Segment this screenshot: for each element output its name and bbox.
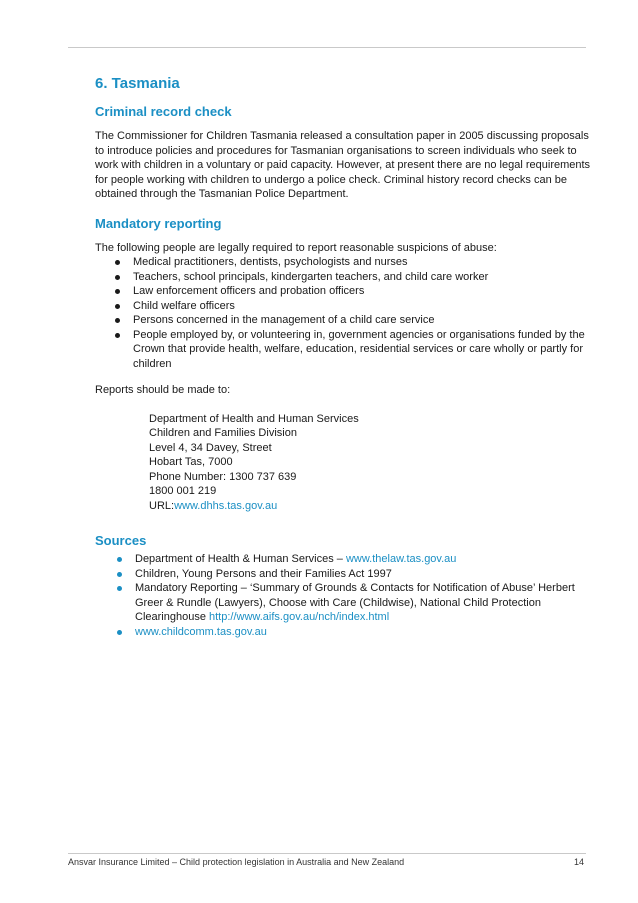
list-item: Law enforcement officers and probation officers <box>95 284 595 299</box>
list-item: Teachers, school principals, kindergarten teachers, and child care worker <box>95 270 595 285</box>
header-rule <box>68 47 586 48</box>
address-line: Department of Health and Human Services <box>149 412 359 425</box>
url-label: URL: <box>149 499 175 512</box>
criminal-record-paragraph: The Commissioner for Children Tasmania released a consultation paper in 2005 discussing proposals to introduce policies and procedures for Tasmanian organisations to screen individuals who seek to work with children in a voluntary or paid capacity. However, at present there are no legal requirements for people working with children to undergo a police check. Criminal history record checks can be obtained through the Tasmanian Police Department. <box>95 130 591 200</box>
dhhs-link[interactable]: www.dhhs.tas.gov.au <box>174 499 278 512</box>
mandatory-intro: The following people are legally required to report reasonable suspicions of abuse: <box>95 241 497 254</box>
footer-text: Ansvar Insurance Limited – Child protection legislation in Australia and New Zealand <box>68 857 405 867</box>
contact-address <box>149 412 595 514</box>
list-item <box>95 552 595 567</box>
list-item: People employed by, or volunteering in, government agencies or organisations funded by the Crown that provide health, welfare, education, residential services or care wholly or partly for children <box>95 328 595 372</box>
section-title: 6. Tasmania <box>95 75 180 92</box>
sources-list <box>95 552 595 639</box>
reports-to-label: Reports should be made to: <box>95 384 231 396</box>
mandatory-list <box>95 255 595 371</box>
sources-heading: Sources <box>95 533 147 548</box>
phone-number-alt: 1800 001 219 <box>149 485 217 497</box>
list-item: Persons concerned in the management of a child care service <box>95 313 595 328</box>
address-line: Level 4, 34 Davey, Street <box>149 441 272 454</box>
thelaw-link[interactable]: www.thelaw.tas.gov.au <box>345 553 457 565</box>
aifs-link[interactable]: http://www.aifs.gov.au/nch/index.html <box>209 611 390 623</box>
list-item: Medical practitioners, dentists, psychologists and nurses <box>95 255 595 270</box>
url-line <box>149 499 595 514</box>
source-text: Department of Health & Human Services – <box>135 553 346 565</box>
list-item <box>95 581 595 625</box>
criminal-record-heading: Criminal record check <box>95 104 232 119</box>
childcomm-link[interactable]: www.childcomm.tas.gov.au <box>135 625 267 638</box>
page-content <box>95 75 595 639</box>
address-line: Children and Families Division <box>149 427 297 439</box>
list-item: Child welfare officers <box>95 299 595 314</box>
page-number: 14 <box>573 857 584 867</box>
list-item: Children, Young Persons and their Families Act 1997 <box>95 567 595 582</box>
phone-number: Phone Number: 1300 737 639 <box>149 470 297 483</box>
list-item <box>95 625 595 640</box>
mandatory-reporting-heading: Mandatory reporting <box>95 215 222 231</box>
footer-rule <box>68 853 586 854</box>
page-footer <box>68 857 586 867</box>
address-line: Hobart Tas, 7000 <box>149 456 233 468</box>
source-text: Mandatory Reporting – ‘Summary of Grounds & Contacts for Notification of Abuse’ Herbert Greer & Rundle (Lawyers), Choose with Care (Childwise), National Child Protection Clearinghouse <box>135 582 575 623</box>
